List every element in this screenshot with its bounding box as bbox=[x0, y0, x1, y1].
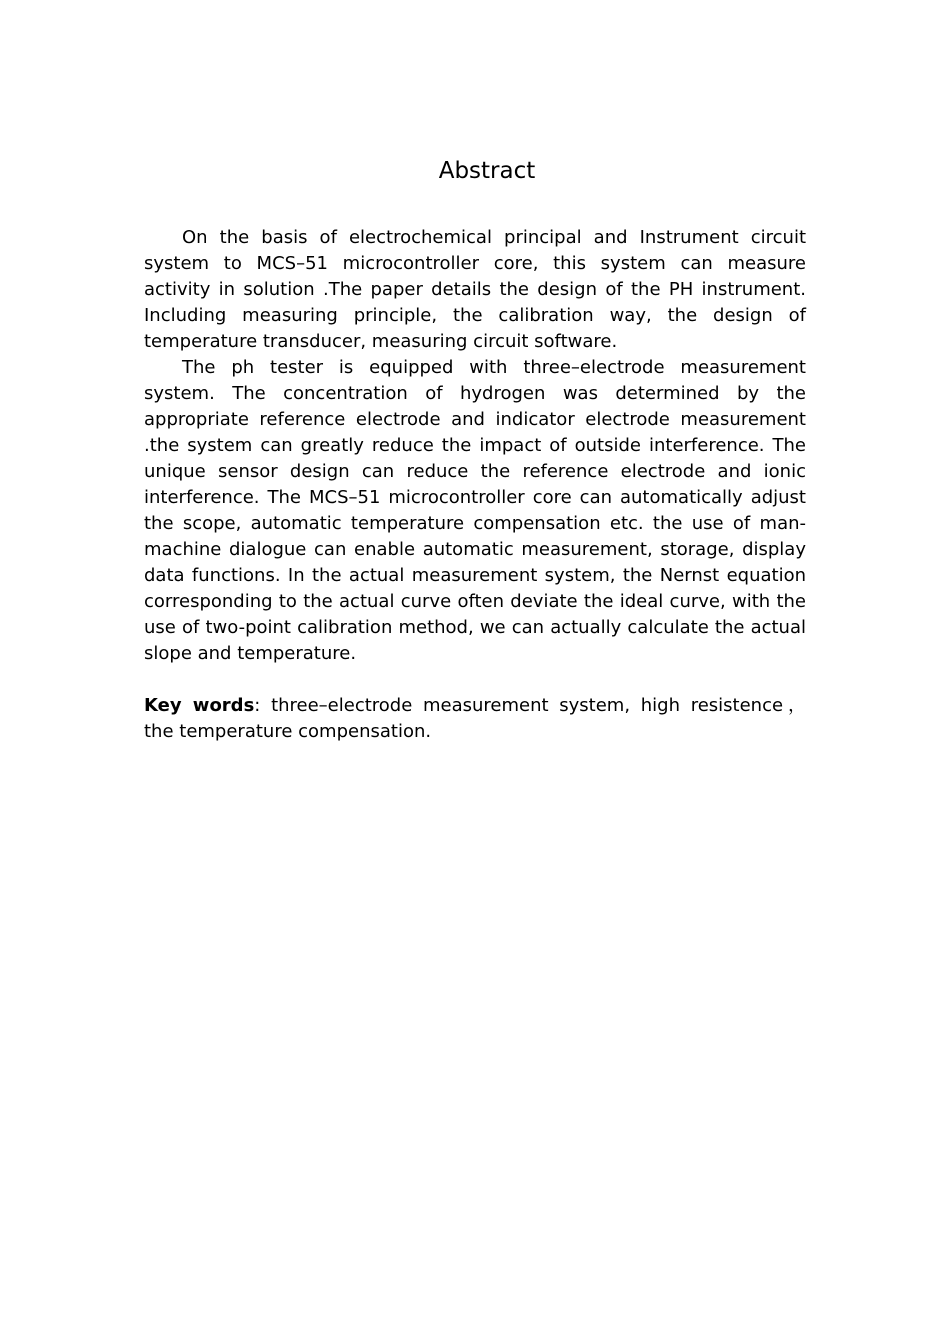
keywords-text: three–electrode measurement system, high resistence， the temperature compensation. bbox=[144, 695, 807, 742]
abstract-body bbox=[144, 225, 806, 745]
keywords-separator: : bbox=[254, 695, 261, 716]
page-title: Abstract bbox=[438, 158, 536, 184]
abstract-paragraph-1: On the basis of electrochemical principal and Instrument circuit system to MCS–51 microcontroller core, this system can measure activity in solution .The paper details the design of the PH instrument. Including measuring principle, the calibration way, the design of temperature transducer, measuring circuit software. bbox=[144, 227, 806, 352]
abstract-paragraph-2: The ph tester is equipped with three–electrode measurement system. The concentration of hydrogen was determined by the appropriate reference electrode and indicator electrode measurement .the system can greatly reduce the impact of outside interference. The unique sensor design can reduce the reference electrode and ionic interference. The MCS–51 microcontroller core can automatically adjust the scope, automatic temperature compensation etc. the use of man-machine dialogue can enable automatic measurement, storage, display data functions. In the actual measurement system, the Nernst equation corresponding to the actual curve often deviate the ideal curve, with the use of two-point calibration method, we can actually calculate the actual slope and temperature. bbox=[144, 357, 806, 664]
keywords-label: Key words bbox=[144, 695, 255, 716]
keywords-line bbox=[144, 693, 806, 745]
